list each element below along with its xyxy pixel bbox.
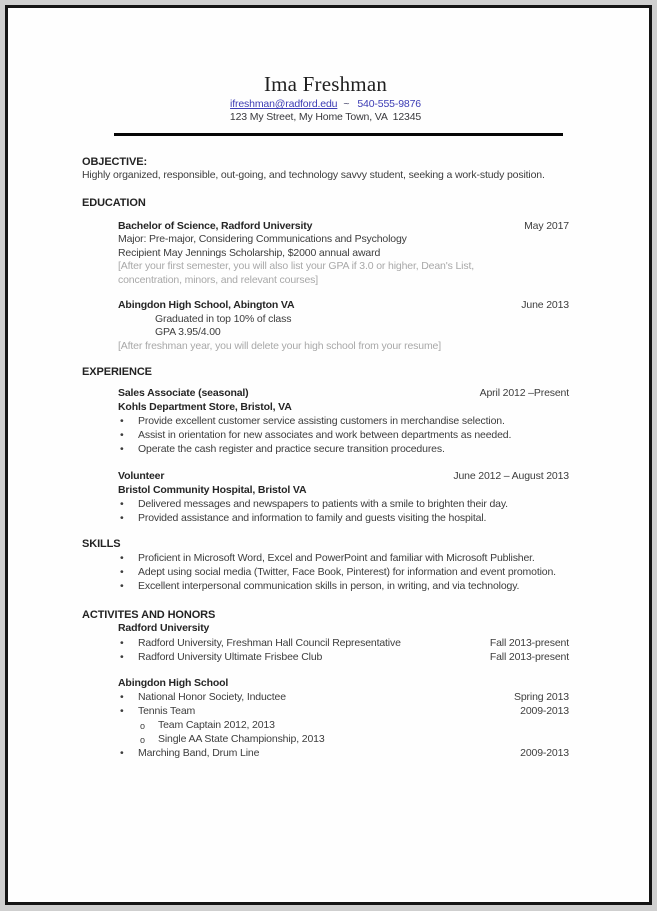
address-line: 123 My Street, My Home Town, VA 12345 [229, 111, 422, 123]
job-bullet: • Assist in orientation for new associates and work between departments as needed. [82, 428, 569, 442]
header-rule [114, 133, 563, 136]
job-date: June 2012 – August 2013 [453, 470, 569, 482]
education-detail: GPA 3.95/4.00 [155, 326, 221, 338]
activity-text: • Radford University, Freshman Hall Council Representative [138, 636, 401, 649]
section-education [82, 197, 569, 354]
activity-date: Spring 2013 [514, 691, 569, 703]
job-organization: Kohls Department Store, Bristol, VA [118, 400, 292, 413]
activity-date: Fall 2013-present [489, 650, 569, 663]
activity-date: 2009-2013 [520, 705, 569, 717]
entry-line: Major: Pre-major, Considering Communications and Psychology [118, 233, 407, 245]
entry-title-row [118, 299, 569, 313]
tilde-separator: ~ [343, 98, 350, 110]
education-heading: EDUCATION [82, 196, 146, 209]
section-skills [82, 538, 569, 593]
section-activities [82, 609, 569, 760]
activity-item [82, 690, 569, 704]
activity-text: • Tennis Team [138, 705, 196, 717]
activity-list [82, 690, 569, 760]
experience-heading: EXPERIENCE [82, 366, 152, 378]
activity-item [82, 704, 569, 718]
activity-text: • National Honor Society, Inductee [138, 691, 286, 703]
activity-list [82, 636, 569, 664]
activity-group-title: Abingdon High School [118, 676, 229, 689]
entry-date: May 2017 [524, 219, 569, 232]
entry-title: Abingdon High School, Abington VA [118, 299, 295, 311]
objective-heading: OBJECTIVE: [82, 156, 148, 168]
skills-list [82, 551, 569, 593]
job-title-row [118, 387, 569, 401]
activity-group [82, 677, 569, 761]
activity-group [82, 622, 569, 664]
activities-heading: ACTIVITES AND HONORS [82, 609, 216, 621]
job-bullet: • Delivered messages and newspapers to patients with a smile to brighten their day. [82, 497, 569, 511]
section-experience [82, 366, 569, 525]
job-bullet: • Provided assistance and information to family and guests visiting the hospital. [82, 511, 569, 525]
entry-note: [After your first semester, you will also list your GPA if 3.0 or higher, Dean's List, concentration, minors, and relevant courses] [118, 260, 474, 286]
activity-subitem: o Single AA State Championship, 2013 [82, 732, 569, 746]
skills-heading: SKILLS [82, 538, 121, 550]
entry-note: [After freshman year, you will delete your high school from your resume] [118, 339, 442, 352]
education-entry [82, 299, 569, 353]
activity-text: • Marching Band, Drum Line [138, 747, 260, 759]
job-entry [82, 387, 569, 456]
objective-text: Highly organized, responsible, out-going, and technology savvy student, seeking a work-study position. [82, 169, 545, 181]
activity-item [82, 636, 569, 650]
job-title: Sales Associate (seasonal) [118, 387, 249, 399]
person-name: Ima Freshman [263, 72, 388, 96]
resume-header [82, 71, 569, 136]
skill-bullet: • Excellent interpersonal communication skills in person, in writing, and via technology. [82, 579, 569, 593]
activity-item [82, 746, 569, 760]
activity-item [82, 650, 569, 664]
job-bullet-list [82, 497, 569, 525]
activity-date: 2009-2013 [520, 747, 569, 759]
job-title: Volunteer [118, 470, 165, 482]
activity-subitem: o Team Captain 2012, 2013 [82, 718, 569, 732]
section-objective [82, 156, 569, 183]
skill-bullet: • Adept using social media (Twitter, Face Book, Pinterest) for information and event promotion. [82, 565, 569, 579]
entry-title: Bachelor of Science, Radford University [118, 219, 313, 232]
resume-page [5, 5, 652, 905]
job-title-row [118, 470, 569, 484]
entry-line: Recipient May Jennings Scholarship, $2000 annual award [118, 246, 381, 259]
activity-group-title: Radford University [118, 622, 210, 634]
job-bullet: • Provide excellent customer service assisting customers in merchandise selection. [82, 414, 569, 428]
job-bullet-list [82, 414, 569, 456]
email-link[interactable]: ifreshman@radford.edu [230, 98, 338, 110]
education-entry [82, 220, 569, 288]
contact-line [82, 98, 569, 111]
job-bullet: • Operate the cash register and practice secure transition procedures. [82, 442, 569, 456]
phone-number: 540-555-9876 [357, 98, 421, 110]
job-entry [82, 470, 569, 525]
activity-date: Fall 2013-present [489, 636, 569, 649]
education-detail: Graduated in top 10% of class [155, 312, 292, 325]
skill-bullet: • Proficient in Microsoft Word, Excel and PowerPoint and familiar with Microsoft Publisher. [82, 551, 569, 565]
entry-title-row [118, 220, 569, 234]
activity-text: • Radford University Ultimate Frisbee Club [138, 650, 323, 663]
job-organization: Bristol Community Hospital, Bristol VA [118, 483, 307, 496]
job-date: April 2012 –Present [479, 387, 569, 399]
entry-date: June 2013 [521, 299, 569, 311]
